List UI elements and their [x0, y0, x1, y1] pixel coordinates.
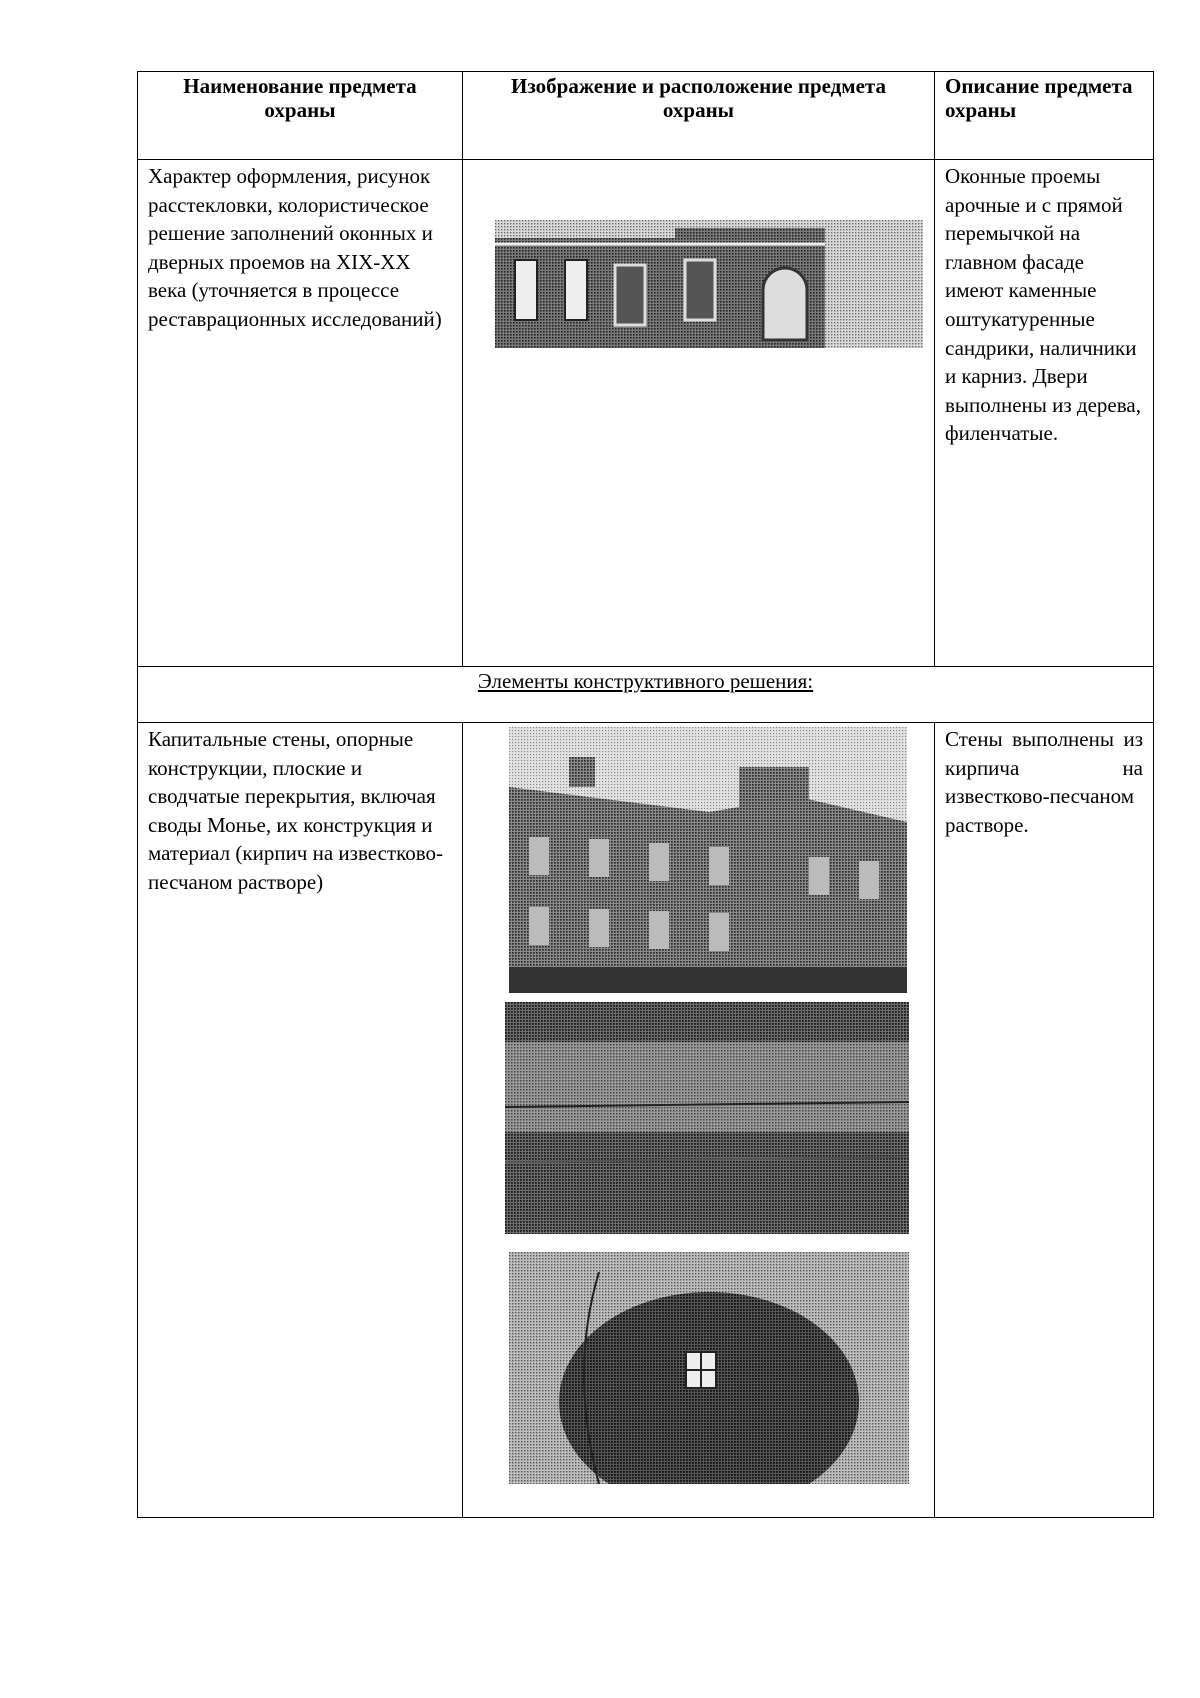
protection-table: [137, 71, 1154, 1518]
table-row: [138, 723, 1154, 1518]
row-image-cell: [463, 723, 935, 1518]
table-header-row: [138, 72, 1154, 160]
table-row: [138, 160, 1154, 667]
facade-windows-photo: [473, 162, 945, 362]
header-name: Наименование предмета охраны: [138, 72, 463, 160]
section-title: Элементы конструктивного решения:: [477, 669, 814, 693]
row-description-cell: Стены выполнены из кирпича на известково-песчаном растворе.: [935, 723, 1154, 1518]
vaulted-cellar-photo: [473, 1238, 945, 1484]
row-description-cell: Оконные проемы арочные и с прямой перемычкой на главном фасаде имеют каменные оштукатуренные сандрики, наличники и карниз. Двери выполнены из дерева, филенчатые.: [935, 160, 1154, 667]
interior-ceiling-photo: [473, 1000, 945, 1238]
section-row: [138, 667, 1154, 723]
row-name-cell: Характер оформления, рисунок расстекловки, колористическое решение заполнений оконных и дверных проемов на XIX-XX века (уточняется в процессе реставрационных исследований): [138, 160, 463, 667]
building-courtyard-photo: [473, 725, 945, 995]
header-image: Изображение и расположение предмета охраны: [463, 72, 935, 160]
header-description: Описание предмета охраны: [935, 72, 1154, 160]
document-page: [137, 71, 1153, 1518]
row-image-cell: [463, 160, 935, 667]
row-name-cell: Капитальные стены, опорные конструкции, плоские и сводчатые перекрытия, включая своды Монье, их конструкция и материал (кирпич на известково-песчаном растворе): [138, 723, 463, 1518]
